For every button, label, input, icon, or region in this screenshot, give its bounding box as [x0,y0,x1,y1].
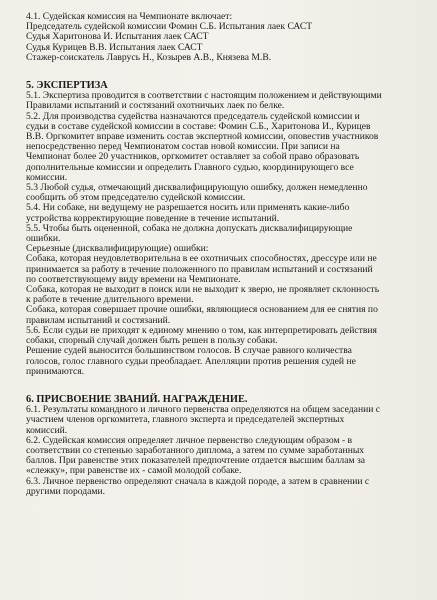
text-line: правилам испытаний и состязаний. [26,314,171,326]
text-line: другими породами. [26,485,106,497]
text-line: 5.6. Если судьи не приходят к единому мнению о том, как интерпретировать действия [26,324,377,336]
text-line: участием членов оргкомитета, главного эксперта и председателей экспертных [26,414,345,426]
text-line: Судья Харитонова И. Испытания лаек САСТ [26,31,209,43]
text-line: баллов. При равенстве этих показателей предпочтение отдается высшим баллам за [26,455,365,467]
text-line: по соответствующему виду времени на Чемпионате. [26,273,241,285]
text-line: «слежку», при равенстве их - самой молодой собаке. [26,465,242,477]
text-line: устройства корректирующие поведение в течение испытаний. [26,212,280,224]
text-line: Стажер-соискатель Лаврусь Н., Козырев А.В., Князева М.В. [26,51,272,63]
text-line: сообщить об этом председателю судейской комиссии. [26,192,246,204]
text-line: Судья Курицев В.В. Испытания лаек САСТ [26,41,203,53]
section-6-heading: 6. ПРИСВОЕНИЕ ЗВАНИЙ. НАГРАЖДЕНИЕ. [26,393,248,405]
section-5-block [26,81,397,377]
text-line: судьи в составе судейской комиссии в составе: Фомин С.Б., Харитонова И., Курицев [26,120,371,132]
text-line: Решение судей выносится большинством голосов. В случае равного количества [26,345,352,357]
text-line: Чемпионат более 20 участников, оргкомитет оставляет за собой право образовать [26,151,360,163]
section-6-block [26,395,397,497]
text-line: Собака, которая неудовлетворительна в ее охотничьих способностях, дрессуре или не [26,253,377,265]
text-line: 5.1. Экспертиза проводится в соответствии с настоящим положением и действующими [26,90,382,102]
text-line: 6.1. Результаты командного и личного первенства определяются на общем заседании с [26,404,381,416]
section-5-heading: 5. ЭКСПЕРТИЗА [26,80,108,92]
text-line: 5.5. Чтобы быть оцененной, собака не должна допускать дисквалифицирующие [26,222,353,234]
text-line: 5.3 Любой судья, отмечающий дисквалифицирующую ошибку, должен немедленно [26,182,368,194]
text-line: 5.4. Ни собаке, ни ведущему не разрешается носить или применять какие-либо [26,202,350,214]
text-line: к работе в течение длительного времени. [26,294,194,306]
text-line: голосов, голос главного судьи преобладает. Апелляции против решения судей не [26,355,356,367]
text-line: 4.1. Судейская комиссия на Чемпионате включает: [26,11,233,22]
text-line: В.В. Оргкомитет вправе изменить состав экспертной комиссии, оповестив участников [26,131,379,143]
text-line: комиссии. [26,171,68,183]
text-line: 5.2. Для производства судейства назначаются председатель судейской комиссии и [26,110,360,122]
text-line: непосредственно перед Чемпионатом состав новой комиссии. При записи на [26,141,340,153]
text-line: собаки, спорный случай должен быть решен в пользу собаки. [26,335,278,347]
text-line: Собака, которая не выходит в поиск или не выходит к зверю, не проявляет склонность [26,284,380,296]
text-line: дополнительные комиссии и определить Главного судью, координирующего все [26,161,354,173]
text-line: 6.3. Личное первенство определяют сначала в каждой породе, а затем в сравнении с [26,475,370,487]
text-line: Председатель судейской комиссии Фомин С.Б. Испытания лаек САСТ [26,21,313,33]
text-line: ошибки. [26,233,61,245]
text-line: принимается за работу в течение положенного по правилам испытаний и состязаний [26,263,373,275]
text-line: Серьезные (дисквалифицирующие) ошибки: [26,243,209,255]
text-line: принимаются. [26,365,85,377]
text-line: 6.2. Судейская комиссия определяет личное первенство следующим образом - в [26,434,353,446]
text-line: соответствии со степенью заработанного диплома, а затем по сумме заработанных [26,444,365,456]
text-line: комиссий. [26,424,68,436]
section-4-block [26,12,397,63]
text-line: Правилами испытаний и состязаний охотничьих лаек по белке. [26,100,285,112]
text-line: Собака, которая совершает прочие ошибки, являющиеся основанием для ее снятия по [26,304,378,316]
